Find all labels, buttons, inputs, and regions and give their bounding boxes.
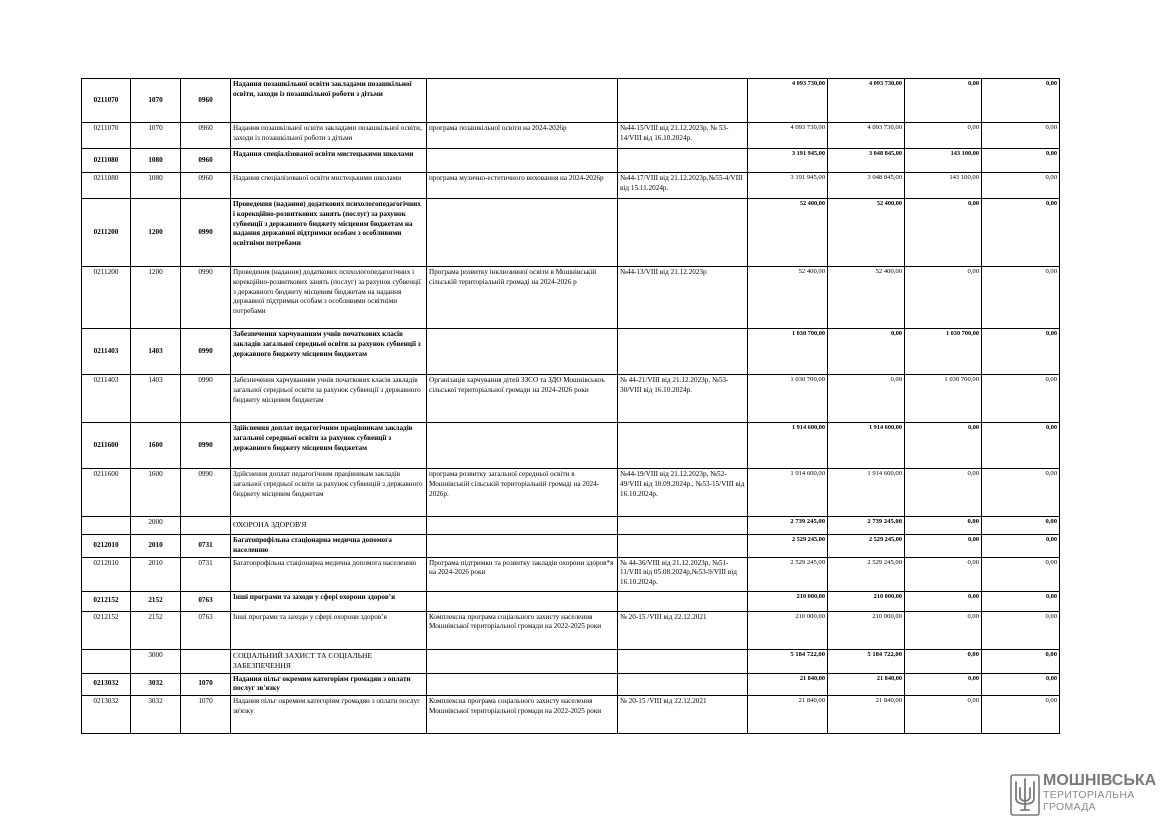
program-code-cell: 1600 <box>131 469 181 517</box>
total-amount-cell: 1 914 600,00 <box>748 469 828 517</box>
program-code-cell: 3032 <box>131 673 181 696</box>
function-code-cell: 0990 <box>181 469 231 517</box>
decision-cell <box>618 199 748 267</box>
budget-code-cell: 0212010 <box>82 535 131 558</box>
name-cell: Здійснення доплат педагогічним працівникам закладів загальної середньої освіти за рахунок субвенцій з державного бюджету місцевим бюджетам <box>231 469 427 517</box>
total-amount-cell: 1 030 700,00 <box>748 329 828 375</box>
table-row <box>82 123 1060 149</box>
total-amount-cell: 2 739 245,00 <box>748 517 828 535</box>
total-amount-cell: 2 529 245,00 <box>748 557 828 591</box>
total-amount-cell: 52 400,00 <box>748 199 828 267</box>
general-fund-cell: 52 400,00 <box>828 199 905 267</box>
function-code-cell: 0990 <box>181 375 231 423</box>
general-fund-cell: 1 914 600,00 <box>828 469 905 517</box>
community-logo <box>1010 772 1160 820</box>
table-row <box>82 517 1060 535</box>
program-code-cell: 2152 <box>131 611 181 649</box>
decision-cell <box>618 149 748 173</box>
program-cell: Організація харчування дітей ЗЗСО та ЗДО Мошнівськоъ сільської територіальної громади на 2024-2026 роки <box>427 375 618 423</box>
program-code-cell: 1070 <box>131 123 181 149</box>
program-cell <box>427 591 618 611</box>
name-cell: ОХОРОНА ЗДОРОВ'Я <box>231 517 427 535</box>
name-cell: Надання позашкільної освіти закладами позашкільної освіти, заходи із позашкільної роботи з дітьми <box>231 79 427 123</box>
budget-code-cell: 0211200 <box>82 199 131 267</box>
name-cell: Надання спеціалізованої освіти мистецькими школами <box>231 173 427 199</box>
function-code-cell: 0763 <box>181 611 231 649</box>
general-fund-cell: 1 914 600,00 <box>828 423 905 469</box>
program-code-cell: 1070 <box>131 79 181 123</box>
program-cell: Програма розвитку інклюзивної освіти в Мошнівській сільській територіальній громаді на 2024-2026 р <box>427 267 618 329</box>
function-code-cell: 0960 <box>181 79 231 123</box>
program-cell: Комплексна програма соціального захисту населення Мошнівської територіальної громади на 2022-2025 роки <box>427 696 618 734</box>
budget-code-cell: 0211080 <box>82 149 131 173</box>
special-fund-cell: 0,00 <box>905 557 982 591</box>
decision-cell: №44-13/VIII від 21.12.2023р <box>618 267 748 329</box>
special-fund-cell: 143 100,00 <box>905 173 982 199</box>
program-cell <box>427 423 618 469</box>
budget-table <box>81 78 1060 734</box>
function-code-cell: 0960 <box>181 149 231 173</box>
development-budget-cell: 0,00 <box>982 149 1060 173</box>
program-code-cell: 1200 <box>131 267 181 329</box>
general-fund-cell: 5 184 722,00 <box>828 649 905 673</box>
function-code-cell: 0990 <box>181 267 231 329</box>
special-fund-cell: 0,00 <box>905 696 982 734</box>
special-fund-cell: 0,00 <box>905 591 982 611</box>
function-code-cell: 1070 <box>181 696 231 734</box>
function-code-cell: 0731 <box>181 557 231 591</box>
total-amount-cell: 5 184 722,00 <box>748 649 828 673</box>
general-fund-cell: 4 093 730,00 <box>828 79 905 123</box>
program-cell <box>427 79 618 123</box>
general-fund-cell: 0,00 <box>828 329 905 375</box>
development-budget-cell: 0,00 <box>982 423 1060 469</box>
special-fund-cell: 0,00 <box>905 79 982 123</box>
development-budget-cell: 0,00 <box>982 696 1060 734</box>
development-budget-cell: 0,00 <box>982 535 1060 558</box>
function-code-cell: 0990 <box>181 329 231 375</box>
name-cell: Багатопрофільна стаціонарна медична допомога населенню <box>231 535 427 558</box>
total-amount-cell: 52 400,00 <box>748 267 828 329</box>
name-cell: Надання пільг окремим категоріям громадян з оплати послуг зв'язку <box>231 696 427 734</box>
budget-code-cell: 0211403 <box>82 375 131 423</box>
development-budget-cell: 0,00 <box>982 591 1060 611</box>
name-cell: Проведення (надання) додаткових психологопедагогічних і корекційно-розвиткових занять (послуг) за рахунок субвенції з державного бюджету місцевим бюджетам на надання державної підтримки особам з особливими освітніми потребами <box>231 199 427 267</box>
general-fund-cell: 52 400,00 <box>828 267 905 329</box>
table-row <box>82 611 1060 649</box>
table-row <box>82 649 1060 673</box>
logo-title: МОШНІВСЬКА <box>1043 772 1157 789</box>
decision-cell: № 20-15 /VIII від 22.12.2021 <box>618 611 748 649</box>
function-code-cell: 0763 <box>181 591 231 611</box>
program-cell <box>427 149 618 173</box>
special-fund-cell: 0,00 <box>905 469 982 517</box>
development-budget-cell: 0,00 <box>982 267 1060 329</box>
function-code-cell: 0990 <box>181 199 231 267</box>
total-amount-cell: 3 191 945,00 <box>748 149 828 173</box>
program-code-cell: 2000 <box>131 517 181 535</box>
table-row <box>82 423 1060 469</box>
program-cell: програма розвитку загальної середньої освіти в Мошнівській сільській територіальній громаді на 2024-2026р. <box>427 469 618 517</box>
function-code-cell: 0960 <box>181 123 231 149</box>
program-cell <box>427 673 618 696</box>
total-amount-cell: 2 529 245,00 <box>748 535 828 558</box>
program-cell: Комплексна програма соціального захисту населення Мошнівської територіальної громади на 2022-2025 роки <box>427 611 618 649</box>
total-amount-cell: 21 840,00 <box>748 696 828 734</box>
general-fund-cell: 21 840,00 <box>828 696 905 734</box>
program-code-cell: 2010 <box>131 557 181 591</box>
function-code-cell: 0990 <box>181 423 231 469</box>
development-budget-cell: 0,00 <box>982 123 1060 149</box>
budget-code-cell: 0211200 <box>82 267 131 329</box>
budget-code-cell: 0211403 <box>82 329 131 375</box>
total-amount-cell: 210 000,00 <box>748 591 828 611</box>
decision-cell: №44-15/VIII від 21.12.2023р, № 53-14/VIII від 16.10.2024р. <box>618 123 748 149</box>
development-budget-cell: 0,00 <box>982 557 1060 591</box>
function-code-cell <box>181 517 231 535</box>
table-row <box>82 591 1060 611</box>
program-code-cell: 1080 <box>131 149 181 173</box>
program-cell <box>427 517 618 535</box>
development-budget-cell: 0,00 <box>982 199 1060 267</box>
decision-cell <box>618 673 748 696</box>
program-code-cell: 3032 <box>131 696 181 734</box>
total-amount-cell: 4 093 730,00 <box>748 79 828 123</box>
decision-cell: № 20-15 /VIII від 22.12.2021 <box>618 696 748 734</box>
special-fund-cell: 0,00 <box>905 423 982 469</box>
program-cell <box>427 329 618 375</box>
development-budget-cell: 0,00 <box>982 173 1060 199</box>
program-cell: програма музично-естетичного виховання на 2024-2026р <box>427 173 618 199</box>
special-fund-cell: 0,00 <box>905 123 982 149</box>
special-fund-cell: 0,00 <box>905 649 982 673</box>
budget-code-cell: 0213032 <box>82 696 131 734</box>
decision-cell <box>618 649 748 673</box>
table-row <box>82 267 1060 329</box>
function-code-cell: 0731 <box>181 535 231 558</box>
development-budget-cell: 0,00 <box>982 329 1060 375</box>
decision-cell <box>618 79 748 123</box>
total-amount-cell: 1 914 600,00 <box>748 423 828 469</box>
development-budget-cell: 0,00 <box>982 517 1060 535</box>
table-row <box>82 329 1060 375</box>
budget-code-cell <box>82 649 131 673</box>
function-code-cell <box>181 649 231 673</box>
general-fund-cell: 3 048 845,00 <box>828 149 905 173</box>
table-row <box>82 673 1060 696</box>
special-fund-cell: 0,00 <box>905 267 982 329</box>
general-fund-cell: 4 093 730,00 <box>828 123 905 149</box>
decision-cell: №44-19/VIII від 21.12.2023р, №52-49/VIII від 10.09.2024р., №53-15/VIII від 16.10.2024р. <box>618 469 748 517</box>
program-cell: Програма підтримки та розвитку закладів охорони здоров*я на 2024-2026 роки <box>427 557 618 591</box>
table-row <box>82 535 1060 558</box>
general-fund-cell: 2 739 245,00 <box>828 517 905 535</box>
general-fund-cell: 2 529 245,00 <box>828 557 905 591</box>
budget-code-cell: 0213032 <box>82 673 131 696</box>
program-code-cell: 1403 <box>131 375 181 423</box>
budget-code-cell: 0211600 <box>82 423 131 469</box>
decision-cell <box>618 517 748 535</box>
total-amount-cell: 4 093 730,00 <box>748 123 828 149</box>
special-fund-cell: 0,00 <box>905 611 982 649</box>
program-code-cell: 1200 <box>131 199 181 267</box>
decision-cell: № 44-36/VIII від 21.12.2023р, №51-11/VIII від 05.08.2024р,№53-9/VIII від 16.10.2024р. <box>618 557 748 591</box>
development-budget-cell: 0,00 <box>982 375 1060 423</box>
table-row <box>82 469 1060 517</box>
budget-code-cell: 0212010 <box>82 557 131 591</box>
name-cell: Інші програми та заходи у сфері охорони здоров’я <box>231 591 427 611</box>
name-cell: СОЦІАЛЬНИЙ ЗАХИСТ ТА СОЦІАЛЬНЕ ЗАБЕЗПЕЧЕННЯ <box>231 649 427 673</box>
decision-cell: №44-17/VIII від 21.12.2023р,№55-4/VIII від 15.11.2024р. <box>618 173 748 199</box>
special-fund-cell: 143 100,00 <box>905 149 982 173</box>
development-budget-cell: 0,00 <box>982 469 1060 517</box>
table-row <box>82 149 1060 173</box>
special-fund-cell: 0,00 <box>905 199 982 267</box>
program-code-cell: 2010 <box>131 535 181 558</box>
total-amount-cell: 1 030 700,00 <box>748 375 828 423</box>
general-fund-cell: 3 048 845,00 <box>828 173 905 199</box>
program-cell: програма позашкільної освіти на 2024-2026р <box>427 123 618 149</box>
budget-code-cell: 0212152 <box>82 591 131 611</box>
table-row <box>82 557 1060 591</box>
total-amount-cell: 3 191 945,00 <box>748 173 828 199</box>
name-cell: Надання позашкільної освіти закладами позашкільної освіти, заходи із позашкільної роботи з дітьми <box>231 123 427 149</box>
program-code-cell: 2152 <box>131 591 181 611</box>
budget-code-cell: 0211600 <box>82 469 131 517</box>
general-fund-cell: 210 000,00 <box>828 591 905 611</box>
name-cell: Багатопрофільна стаціонарна медична допомога населенню <box>231 557 427 591</box>
special-fund-cell: 1 030 700,00 <box>905 329 982 375</box>
budget-code-cell: 0211070 <box>82 79 131 123</box>
table-row <box>82 173 1060 199</box>
general-fund-cell: 0,00 <box>828 375 905 423</box>
logo-subtitle-1: ТЕРИТОРІАЛЬНА <box>1043 789 1135 801</box>
trident-icon <box>1010 774 1040 816</box>
decision-cell: № 44-21/VIII від 21.12.2023р, №53-30/VIII від 16.10.2024р. <box>618 375 748 423</box>
program-cell <box>427 535 618 558</box>
name-cell: Проведення (надання) додаткових психологопедагогічних і корекційно-розвиткових занять (послуг) за рахунок субвенції з державного бюджету місцевим бюджетам на надання державної підтримки особам з особливими освітніми потребами <box>231 267 427 329</box>
program-code-cell: 1600 <box>131 423 181 469</box>
budget-code-cell: 0212152 <box>82 611 131 649</box>
table-row <box>82 79 1060 123</box>
name-cell: Надання спеціалізованої освіти мистецькими школами <box>231 149 427 173</box>
program-code-cell: 1080 <box>131 173 181 199</box>
table-row <box>82 696 1060 734</box>
program-code-cell: 3000 <box>131 649 181 673</box>
general-fund-cell: 21 840,00 <box>828 673 905 696</box>
name-cell: Забезпечення харчуванням учнів початкових класів закладів загальної середньої освіти за рахунок субвенції з державного бюджету місцевим бюджетам <box>231 329 427 375</box>
name-cell: Здійснення доплат педагогічним працівникам закладів загальної середньої освіти за рахунок субвенції з державного бюджету місцевим бюджетам <box>231 423 427 469</box>
general-fund-cell: 210 000,00 <box>828 611 905 649</box>
decision-cell <box>618 329 748 375</box>
development-budget-cell: 0,00 <box>982 79 1060 123</box>
table-body <box>82 79 1060 734</box>
budget-code-cell: 0211080 <box>82 173 131 199</box>
function-code-cell: 1070 <box>181 673 231 696</box>
development-budget-cell: 0,00 <box>982 649 1060 673</box>
decision-cell <box>618 535 748 558</box>
special-fund-cell: 0,00 <box>905 535 982 558</box>
total-amount-cell: 210 000,00 <box>748 611 828 649</box>
special-fund-cell: 1 030 700,00 <box>905 375 982 423</box>
decision-cell <box>618 591 748 611</box>
development-budget-cell: 0,00 <box>982 673 1060 696</box>
name-cell: Забезпечення харчуванням учнів початкових класів закладів загальної середньої освіти за рахунок субвенції з державного бюджету місцевим бюджетам <box>231 375 427 423</box>
total-amount-cell: 21 840,00 <box>748 673 828 696</box>
special-fund-cell: 0,00 <box>905 673 982 696</box>
program-cell <box>427 199 618 267</box>
name-cell: Надання пільг окремим категоріям громадян з оплати послуг зв'язку <box>231 673 427 696</box>
table-row <box>82 375 1060 423</box>
decision-cell <box>618 423 748 469</box>
special-fund-cell: 0,00 <box>905 517 982 535</box>
general-fund-cell: 2 529 245,00 <box>828 535 905 558</box>
name-cell: Інші програми та заходи у сфері охорони здоров’я <box>231 611 427 649</box>
function-code-cell: 0960 <box>181 173 231 199</box>
table-row <box>82 199 1060 267</box>
logo-subtitle-2: ГРОМАДА <box>1043 801 1096 813</box>
program-code-cell: 1403 <box>131 329 181 375</box>
development-budget-cell: 0,00 <box>982 611 1060 649</box>
budget-code-cell: 0211070 <box>82 123 131 149</box>
program-cell <box>427 649 618 673</box>
budget-code-cell <box>82 517 131 535</box>
